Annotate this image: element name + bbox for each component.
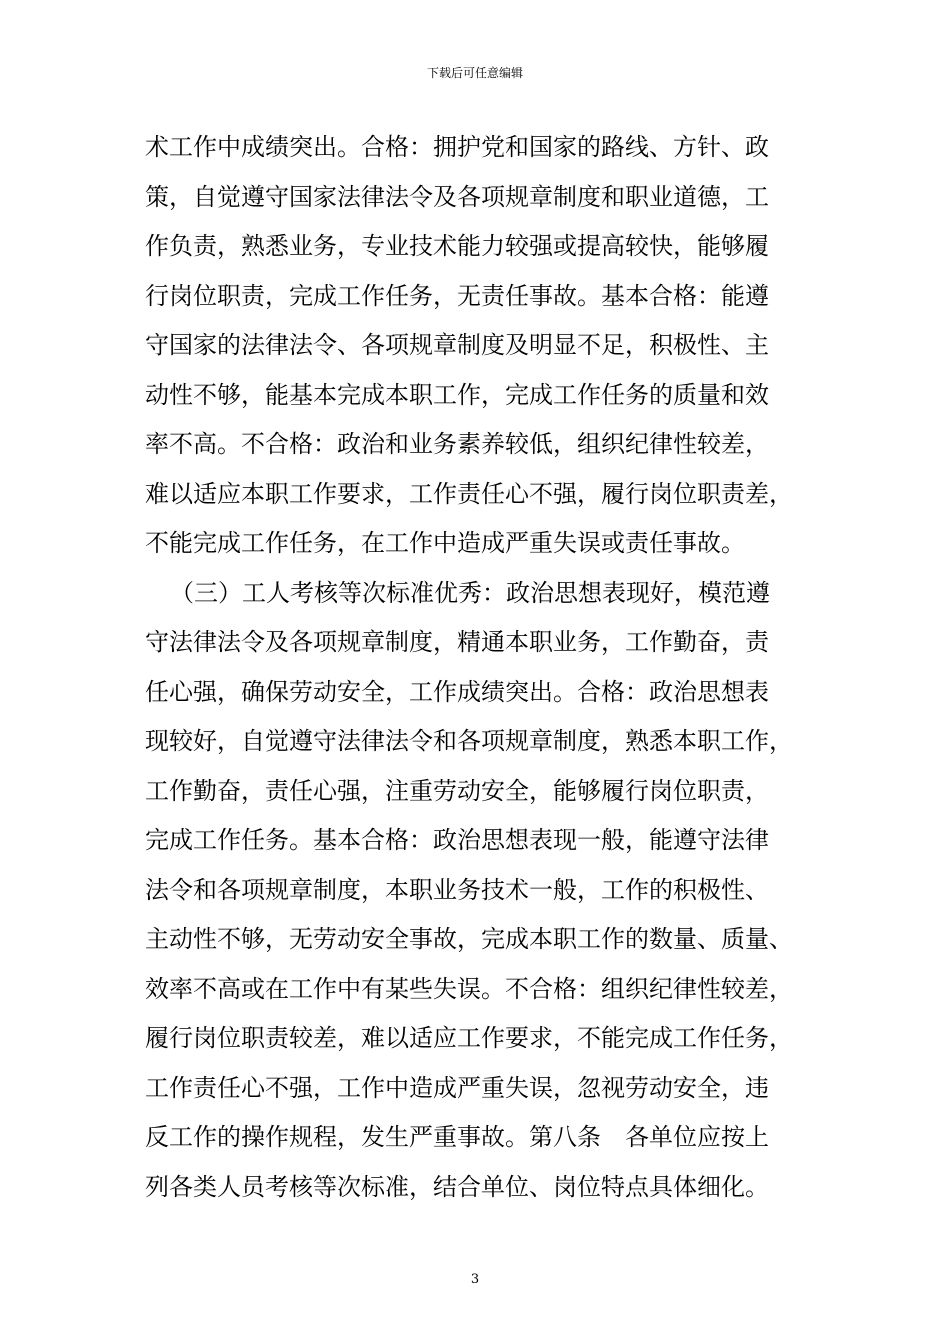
text-line: 守国家的法律法令、各项规章制度及明显不足，积极性、主 <box>145 331 769 359</box>
text-line: 反工作的操作规程，发生严重事故。第八条 各单位应按上 <box>145 1123 769 1151</box>
text-line: 动性不够，能基本完成本职工作，完成工作任务的质量和效 <box>145 381 769 409</box>
text-line: 主动性不够，无劳动安全事故，完成本职工作的数量、质量、 <box>145 925 793 953</box>
text-line: 作负责，熟悉业务，专业技术能力较强或提高较快，能够履 <box>145 232 769 260</box>
text-line: 行岗位职责，完成工作任务，无责任事故。基本合格：能遵 <box>145 282 769 310</box>
text-line: 列各类人员考核等次标准，结合单位、岗位特点具体细化。 <box>145 1173 769 1201</box>
text-line: 守法律法令及各项规章制度，精通本职业务，工作勤奋，责 <box>145 628 769 656</box>
text-line: 率不高。不合格：政治和业务素养较低，组织纪律性较差， <box>145 430 769 458</box>
text-line: 效率不高或在工作中有某些失误。不合格：组织纪律性较差， <box>145 975 793 1003</box>
text-line: 术工作中成绩突出。合格：拥护党和国家的路线、方针、政 <box>145 133 769 161</box>
text-line: （三）工人考核等次标准优秀：政治思想表现好，模范遵 <box>170 579 770 607</box>
text-line: 策，自觉遵守国家法律法令及各项规章制度和职业道德，工 <box>145 183 769 211</box>
text-line: 难以适应本职工作要求，工作责任心不强，履行岗位职责差， <box>145 480 793 508</box>
text-line: 工作责任心不强，工作中造成严重失误，忽视劳动安全，违 <box>145 1074 769 1102</box>
text-line: 不能完成工作任务，在工作中造成严重失误或责任事故。 <box>145 529 745 557</box>
page-header: 下载后可任意编辑 <box>426 66 523 80</box>
text-line: 履行岗位职责较差，难以适应工作要求，不能完成工作任务， <box>145 1024 793 1052</box>
text-line: 法令和各项规章制度，本职业务技术一般，工作的积极性、 <box>145 876 769 904</box>
text-line: 完成工作任务。基本合格：政治思想表现一般，能遵守法律 <box>145 826 769 854</box>
text-line: 任心强，确保劳动安全，工作成绩突出。合格：政治思想表 <box>145 678 769 706</box>
text-line: 工作勤奋，责任心强，注重劳动安全，能够履行岗位职责， <box>145 777 769 805</box>
text-line: 现较好，自觉遵守法律法令和各项规章制度，熟悉本职工作， <box>145 727 793 755</box>
page-number: 3 <box>470 1272 480 1287</box>
